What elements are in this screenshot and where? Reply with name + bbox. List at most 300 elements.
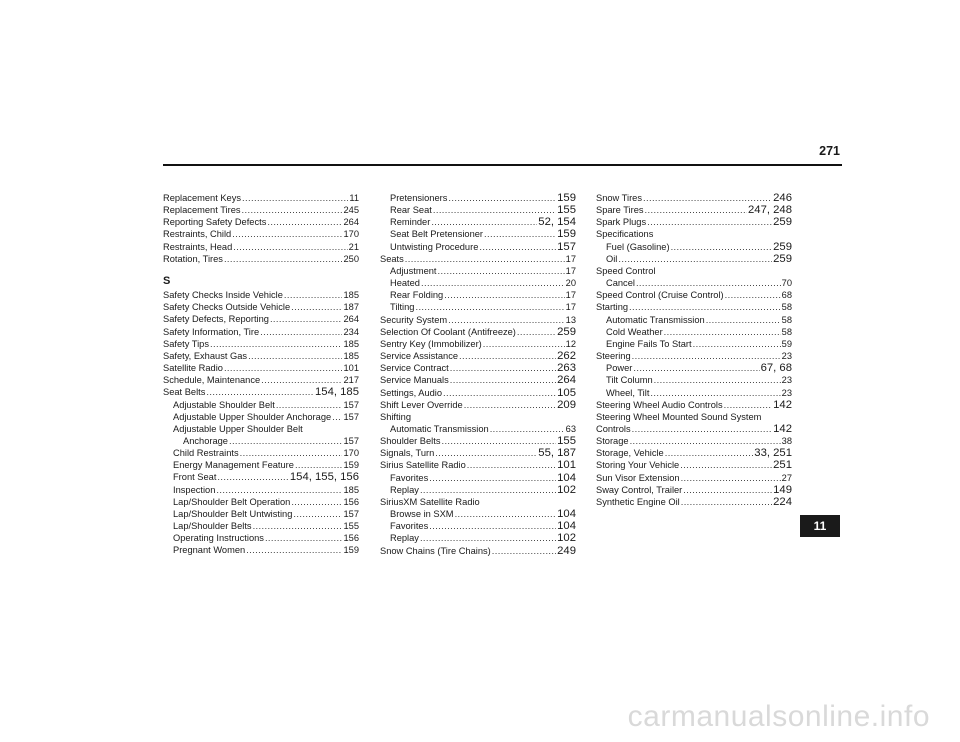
- dot-leader: [632, 423, 773, 435]
- index-entry: [596, 277, 792, 289]
- index-entry: [596, 399, 792, 411]
- index-entry: [380, 326, 576, 338]
- index-entry: [596, 484, 792, 496]
- entry-term: Restraints, Head: [163, 241, 233, 252]
- entry-page-ref: 104: [557, 508, 576, 521]
- index-entry: [380, 338, 576, 350]
- entry-term: Specifications: [596, 229, 654, 240]
- entry-term: Pregnant Women: [173, 545, 246, 556]
- entry-term: SiriusXM Satellite Radio: [380, 496, 480, 507]
- entry-term: Replay: [390, 484, 419, 495]
- dot-leader: [232, 228, 342, 240]
- entry-page-ref: 27: [781, 472, 792, 483]
- index-entry: [596, 496, 792, 508]
- entry-term: Lap/Shoulder Belt Untwisting: [173, 508, 293, 519]
- entry-term: Selection Of Coolant (Antifreeze): [380, 326, 516, 337]
- entry-term: Security System: [380, 314, 448, 325]
- index-entry: [380, 350, 576, 362]
- index-entry: [596, 435, 792, 447]
- entry-page-ref: 154, 155, 156: [289, 471, 359, 484]
- dot-leader: [210, 338, 342, 350]
- entry-page-ref: 224: [773, 495, 792, 508]
- entry-page-ref: 102: [557, 483, 576, 496]
- entry-page-ref: 245: [343, 205, 359, 216]
- dot-leader: [681, 496, 772, 508]
- index-entry: [596, 447, 792, 459]
- index-entry: [596, 472, 792, 484]
- dot-leader: [643, 192, 772, 204]
- index-entry: [163, 459, 359, 471]
- entry-page-ref: 209: [557, 398, 576, 411]
- dot-leader: [479, 241, 556, 253]
- entry-page-ref: 259: [773, 240, 792, 253]
- entry-page-ref: 142: [773, 398, 792, 411]
- entry-term: Schedule, Maintenance: [163, 375, 261, 386]
- index-entry: [163, 532, 359, 544]
- index-entry: [163, 544, 359, 556]
- index-column-1: [163, 192, 359, 557]
- entry-term: Steering Wheel Audio Controls: [596, 399, 723, 410]
- entry-term: Service Manuals: [380, 375, 449, 386]
- entry-term: Energy Management Feature: [173, 460, 294, 471]
- entry-page-ref: 234: [343, 326, 359, 337]
- entry-page-ref: 159: [557, 192, 576, 204]
- entry-term: Snow Tires: [596, 193, 642, 203]
- index-entry: [163, 241, 359, 253]
- watermark: carmanualsonline.info: [627, 700, 930, 733]
- dot-leader: [441, 435, 556, 447]
- entry-page-ref: 33, 251: [754, 447, 792, 460]
- entry-term: Fuel (Gasoline): [606, 241, 670, 252]
- entry-term: Sway Control, Trailer: [596, 484, 683, 495]
- index-entry: [380, 374, 576, 386]
- entry-page-ref: 159: [343, 545, 359, 556]
- index-entry: [380, 447, 576, 459]
- dot-leader: [431, 216, 537, 228]
- dot-leader: [224, 253, 343, 265]
- entry-term: Favorites: [390, 472, 429, 483]
- entry-term: Shoulder Belts: [380, 436, 441, 447]
- index-entry: [596, 362, 792, 374]
- entry-term: Snow Chains (Tire Chains): [380, 545, 491, 556]
- entry-page-ref: 156: [343, 533, 359, 544]
- entry-term: Spare Tires: [596, 205, 644, 216]
- entry-term: Wheel, Tilt: [606, 387, 650, 398]
- entry-term: Storage: [596, 436, 629, 447]
- entry-term: Browse in SXM: [390, 509, 454, 520]
- dot-leader: [450, 374, 556, 386]
- entry-term: Safety Information, Tire: [163, 326, 260, 337]
- dot-leader: [706, 314, 781, 326]
- dot-leader: [242, 204, 343, 216]
- entry-term: Anchorage: [183, 435, 228, 446]
- index-entry: [596, 265, 792, 277]
- dot-leader: [464, 399, 556, 411]
- entry-page-ref: 156: [343, 496, 359, 507]
- index-entry: [596, 314, 792, 326]
- entry-term: Child Restraints: [173, 448, 239, 459]
- index-entry: [380, 216, 576, 228]
- index-entry: [380, 387, 576, 399]
- dot-leader: [693, 338, 781, 350]
- entry-term: Speed Control: [596, 265, 656, 276]
- index-entry: [380, 241, 576, 253]
- dot-leader: [490, 423, 565, 435]
- entry-page-ref: 68: [781, 290, 792, 301]
- index-entry: [380, 289, 576, 301]
- page-number: 271: [819, 144, 840, 158]
- dot-leader: [650, 387, 780, 399]
- entry-page-ref: 58: [781, 302, 792, 313]
- entry-page-ref: 104: [557, 520, 576, 533]
- entry-page-ref: 142: [773, 422, 792, 435]
- index-entry: [596, 253, 792, 265]
- entry-term: Storage, Vehicle: [596, 448, 664, 459]
- entry-term: Safety Defects, Reporting: [163, 314, 269, 325]
- index-entry: [596, 289, 792, 301]
- dot-leader: [229, 435, 343, 447]
- dot-leader: [681, 472, 781, 484]
- entry-page-ref: 264: [343, 217, 359, 228]
- index-entry: [380, 532, 576, 544]
- dot-leader: [459, 350, 556, 362]
- dot-leader: [618, 253, 772, 265]
- dot-leader: [233, 241, 347, 253]
- entry-page-ref: 157: [343, 508, 359, 519]
- entry-term: Operating Instructions: [173, 533, 264, 544]
- entry-term: Adjustable Upper Shoulder Anchorage: [173, 411, 332, 422]
- entry-page-ref: 185: [343, 484, 359, 495]
- index-entry: [596, 301, 792, 313]
- dot-leader: [665, 447, 754, 459]
- dot-leader: [248, 350, 342, 362]
- index-entry: [596, 374, 792, 386]
- entry-term: Satellite Radio: [163, 363, 223, 374]
- entry-page-ref: 21: [348, 241, 359, 252]
- dot-leader: [240, 447, 343, 459]
- dot-leader: [420, 532, 556, 544]
- dot-leader: [261, 374, 342, 386]
- index-entry: [380, 545, 576, 557]
- index-entry: [380, 472, 576, 484]
- index-entry: [163, 204, 359, 216]
- dot-leader: [633, 362, 759, 374]
- index-entry: [596, 192, 792, 204]
- entry-page-ref: 58: [781, 326, 792, 337]
- entry-page-ref: 38: [781, 436, 792, 447]
- entry-term: Cold Weather: [606, 326, 663, 337]
- dot-leader: [217, 471, 288, 483]
- entry-page-ref: 17: [565, 253, 576, 264]
- index-entry: [163, 447, 359, 459]
- dot-leader: [429, 520, 556, 532]
- index-entry: [163, 326, 359, 338]
- entry-page-ref: 17: [565, 302, 576, 313]
- entry-term: Seats: [380, 253, 404, 264]
- dot-leader: [415, 301, 564, 313]
- entry-term: Steering: [596, 351, 631, 362]
- entry-page-ref: 263: [557, 362, 576, 375]
- entry-page-ref: 23: [781, 351, 792, 362]
- entry-page-ref: 246: [773, 192, 792, 204]
- index-entry: [380, 520, 576, 532]
- dot-leader: [467, 459, 556, 471]
- dot-leader: [295, 459, 343, 471]
- dot-leader: [270, 313, 343, 325]
- dot-leader: [517, 326, 556, 338]
- entry-term: Lap/Shoulder Belt Operation: [173, 496, 291, 507]
- entry-term: Power: [606, 363, 633, 374]
- dot-leader: [224, 362, 343, 374]
- dot-leader: [253, 520, 343, 532]
- index-entry: [380, 362, 576, 374]
- entry-page-ref: 157: [343, 399, 359, 410]
- entry-page-ref: 58: [781, 314, 792, 325]
- dot-leader: [332, 411, 342, 423]
- index-entry: [380, 253, 576, 265]
- entry-term: Oil: [606, 253, 618, 264]
- entry-page-ref: 187: [343, 302, 359, 313]
- dot-leader: [267, 216, 342, 228]
- entry-page-ref: 23: [781, 375, 792, 386]
- dot-leader: [492, 545, 556, 557]
- entry-page-ref: 259: [557, 325, 576, 338]
- entry-term: Shifting: [380, 411, 412, 422]
- entry-page-ref: 55, 187: [538, 447, 576, 460]
- entry-page-ref: 157: [557, 240, 576, 253]
- entry-term: Favorites: [390, 521, 429, 532]
- entry-term: Signals, Turn: [380, 448, 435, 459]
- index-entry: [596, 204, 792, 216]
- entry-term: Steering Wheel Mounted Sound System: [596, 411, 762, 422]
- entry-term: Spark Plugs: [596, 217, 647, 228]
- dot-leader: [654, 374, 781, 386]
- index-entry: [163, 423, 359, 435]
- index-entry: [163, 313, 359, 325]
- dot-leader: [444, 289, 564, 301]
- index-entry: [596, 459, 792, 471]
- entry-term: Tilt Column: [606, 375, 653, 386]
- dot-leader: [647, 216, 772, 228]
- index-entry: [163, 411, 359, 423]
- index-entry: [596, 387, 792, 399]
- entry-page-ref: 101: [557, 459, 576, 472]
- index-entry: [163, 435, 359, 447]
- index-entry: [163, 484, 359, 496]
- dot-leader: [683, 484, 772, 496]
- entry-page-ref: 105: [557, 386, 576, 399]
- entry-page-ref: 170: [343, 448, 359, 459]
- index-entry: [163, 399, 359, 411]
- index-column-3: [596, 192, 792, 508]
- index-entry: [163, 386, 359, 398]
- index-entry: [596, 228, 792, 240]
- dot-leader: [420, 484, 556, 496]
- entry-page-ref: 259: [773, 216, 792, 229]
- entry-page-ref: 67, 68: [760, 362, 792, 375]
- index-entry: [163, 289, 359, 301]
- dot-leader: [405, 253, 565, 265]
- entry-term: Adjustable Shoulder Belt: [173, 399, 275, 410]
- dot-leader: [484, 228, 556, 240]
- entry-page-ref: 12: [565, 338, 576, 349]
- entry-term: Lap/Shoulder Belts: [173, 521, 252, 532]
- entry-page-ref: 264: [343, 314, 359, 325]
- entry-page-ref: 17: [565, 265, 576, 276]
- entry-term: Heated: [390, 278, 420, 289]
- entry-term: Service Assistance: [380, 351, 459, 362]
- dot-leader: [645, 204, 747, 216]
- entry-term: Starting: [596, 302, 629, 313]
- entry-term: Sentry Key (Immobilizer): [380, 338, 482, 349]
- dot-leader: [260, 326, 342, 338]
- index-entry: [380, 228, 576, 240]
- index-entry: [380, 265, 576, 277]
- entry-term: Untwisting Procedure: [390, 241, 479, 252]
- dot-leader: [291, 301, 342, 313]
- entry-page-ref: 104: [557, 471, 576, 484]
- dot-leader: [450, 362, 556, 374]
- entry-page-ref: 217: [343, 375, 359, 386]
- index-entry: [380, 204, 576, 216]
- entry-term: Seat Belts: [163, 387, 206, 398]
- entry-term: Front Seat: [173, 472, 217, 483]
- index-entry: [163, 471, 359, 483]
- dot-leader: [629, 301, 781, 313]
- section-letter: S: [163, 274, 171, 287]
- dot-leader: [284, 289, 343, 301]
- entry-term: Adjustable Upper Shoulder Belt: [173, 423, 303, 434]
- dot-leader: [636, 277, 781, 289]
- entry-page-ref: 259: [773, 252, 792, 265]
- dot-leader: [435, 447, 537, 459]
- index-entry: [596, 216, 792, 228]
- entry-term: Restraints, Child: [163, 229, 232, 240]
- entry-term: Controls: [596, 423, 631, 434]
- dot-leader: [680, 459, 772, 471]
- entry-page-ref: 59: [781, 338, 792, 349]
- index-entry: [596, 423, 792, 435]
- entry-term: Seat Belt Pretensioner: [390, 229, 484, 240]
- dot-leader: [483, 338, 565, 350]
- index-entry: [380, 496, 576, 508]
- entry-term: Rear Seat: [390, 205, 432, 216]
- index-entry: [163, 338, 359, 350]
- index-entry: [163, 350, 359, 362]
- dot-leader: [291, 496, 342, 508]
- dot-leader: [242, 192, 348, 204]
- index-entry: [380, 399, 576, 411]
- entry-page-ref: 185: [343, 290, 359, 301]
- entry-page-ref: 159: [343, 460, 359, 471]
- dot-leader: [725, 289, 781, 301]
- entry-page-ref: 250: [343, 253, 359, 264]
- entry-term: Tilting: [390, 302, 415, 313]
- index-entry: [380, 411, 576, 423]
- index-entry: [163, 496, 359, 508]
- dot-leader: [630, 435, 781, 447]
- entry-page-ref: 247, 248: [748, 204, 792, 217]
- entry-page-ref: 249: [557, 544, 576, 557]
- index-entry: [163, 228, 359, 240]
- index-entry: [380, 192, 576, 204]
- entry-page-ref: 102: [557, 532, 576, 545]
- index-entry: [380, 508, 576, 520]
- entry-term: Adjustment: [390, 265, 437, 276]
- entry-page-ref: 63: [565, 423, 576, 434]
- entry-page-ref: 170: [343, 229, 359, 240]
- index-entry: [380, 435, 576, 447]
- entry-term: Service Contract: [380, 363, 449, 374]
- index-entry: [163, 520, 359, 532]
- entry-term: Safety Tips: [163, 338, 209, 349]
- entry-term: Inspection: [173, 484, 216, 495]
- entry-page-ref: 157: [343, 435, 359, 446]
- entry-term: Rear Folding: [390, 290, 444, 301]
- entry-term: Safety Checks Inside Vehicle: [163, 290, 283, 301]
- dot-leader: [455, 508, 557, 520]
- dot-leader: [448, 192, 556, 204]
- index-entry: [596, 326, 792, 338]
- entry-page-ref: 154, 185: [315, 386, 359, 399]
- entry-page-ref: 251: [773, 459, 792, 472]
- entry-term: Shift Lever Override: [380, 399, 463, 410]
- index-entry: [163, 508, 359, 520]
- dot-leader: [293, 508, 342, 520]
- index-entry: [380, 459, 576, 471]
- entry-term: Pretensioners: [390, 193, 448, 203]
- entry-term: Safety, Exhaust Gas: [163, 350, 248, 361]
- header-rule: [163, 164, 842, 166]
- chapter-tab: 11: [800, 515, 840, 537]
- entry-term: Automatic Transmission: [606, 314, 705, 325]
- index-entry: [596, 350, 792, 362]
- entry-term: Replacement Tires: [163, 205, 241, 216]
- entry-term: Replay: [390, 533, 419, 544]
- entry-page-ref: 264: [557, 374, 576, 387]
- dot-leader: [443, 387, 556, 399]
- index-entry: [596, 338, 792, 350]
- entry-term: Cancel: [606, 278, 635, 289]
- index-entry: [163, 301, 359, 313]
- entry-page-ref: 23: [781, 387, 792, 398]
- entry-term: Speed Control (Cruise Control): [596, 290, 724, 301]
- entry-page-ref: 155: [557, 204, 576, 217]
- dot-leader: [433, 204, 556, 216]
- index-entry: [163, 253, 359, 265]
- entry-term: Engine Fails To Start: [606, 338, 692, 349]
- dot-leader: [632, 350, 781, 362]
- dot-leader: [421, 277, 565, 289]
- dot-leader: [276, 399, 343, 411]
- entry-term: Reminder: [390, 217, 431, 228]
- entry-page-ref: 13: [565, 314, 576, 325]
- index-column-2: [380, 192, 576, 557]
- index-entry: [380, 301, 576, 313]
- entry-page-ref: 11: [349, 193, 359, 203]
- dot-leader: [724, 399, 773, 411]
- dot-leader: [265, 532, 343, 544]
- entry-page-ref: 101: [343, 363, 359, 374]
- entry-page-ref: 159: [557, 228, 576, 241]
- index-entry: [163, 192, 359, 204]
- dot-leader: [246, 544, 342, 556]
- dot-leader: [429, 472, 556, 484]
- dot-leader: [448, 314, 564, 326]
- dot-leader: [216, 484, 342, 496]
- entry-term: Settings, Audio: [380, 387, 443, 398]
- entry-page-ref: 157: [343, 411, 359, 422]
